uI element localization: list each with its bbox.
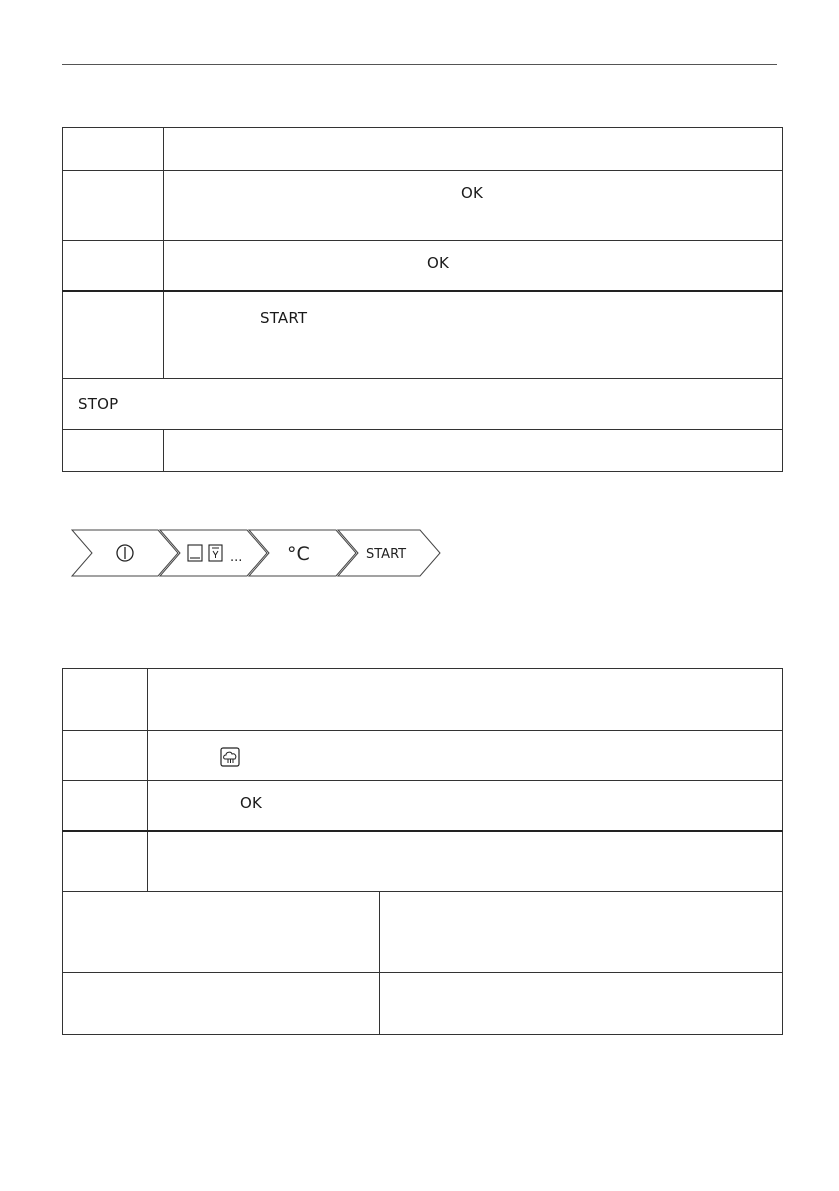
ok-key-label: OK	[461, 184, 484, 202]
table-row	[63, 291, 783, 379]
procedure-table-2	[62, 668, 783, 1035]
step-cell	[63, 669, 148, 731]
procedure-table-1	[62, 127, 783, 472]
stop-key-label: STOP	[78, 395, 119, 413]
start-key-label: START	[260, 308, 308, 327]
step-cell	[63, 831, 148, 892]
step-cell	[63, 241, 164, 291]
action-cell	[164, 430, 783, 472]
table-row	[63, 128, 783, 171]
step-cell	[63, 291, 164, 379]
full-width-cell	[63, 379, 783, 430]
table-row	[63, 241, 783, 291]
table-row	[63, 781, 783, 831]
step-cell	[63, 128, 164, 171]
more-functions-ellipsis: ...	[230, 550, 243, 565]
start-label: START	[366, 547, 407, 562]
info-cell-right	[380, 973, 783, 1035]
action-cell	[148, 781, 783, 831]
table-row	[63, 669, 783, 731]
step-cell	[63, 731, 148, 781]
action-cell	[148, 731, 783, 781]
action-cell	[148, 669, 783, 731]
table-row	[63, 831, 783, 892]
step-cell	[63, 171, 164, 241]
info-cell-left	[63, 892, 380, 973]
ok-key-label: OK	[427, 254, 450, 272]
info-cell-left	[63, 973, 380, 1035]
steam-icon	[220, 747, 240, 767]
action-cell	[164, 291, 783, 379]
action-cell	[164, 171, 783, 241]
table-row	[63, 171, 783, 241]
operation-sequence	[70, 528, 442, 578]
info-cell-right	[380, 892, 783, 973]
header-rule	[62, 64, 777, 65]
ok-key-label: OK	[240, 794, 263, 812]
action-cell	[164, 241, 783, 291]
step-cell	[63, 781, 148, 831]
table-row	[63, 430, 783, 472]
table-row	[63, 731, 783, 781]
table-row	[63, 892, 783, 973]
action-cell	[148, 831, 783, 892]
sequence-step-power	[72, 530, 178, 576]
table-row	[63, 973, 783, 1035]
temperature-icon: °C	[287, 543, 310, 565]
step-cell	[63, 430, 164, 472]
action-cell	[164, 128, 783, 171]
table-row	[63, 379, 783, 430]
